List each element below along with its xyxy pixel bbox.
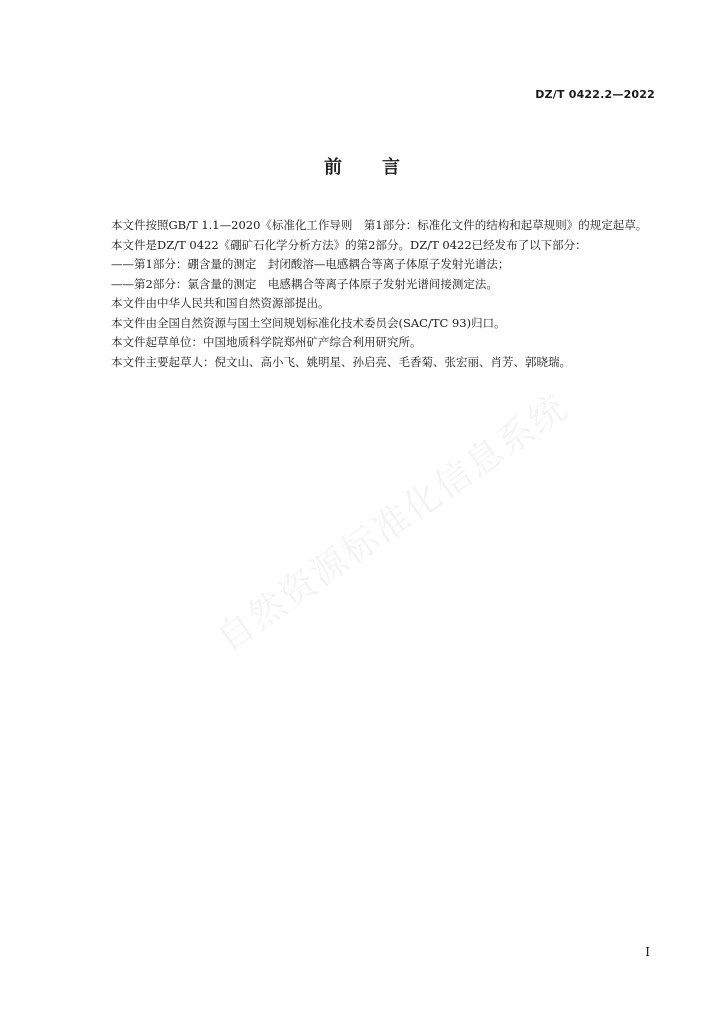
page-title: 前言: [324, 157, 440, 178]
document-code: DZ/T 0422.2—2022: [535, 88, 655, 101]
paragraph-drafters: 本文件主要起草人：倪文山、高小飞、姚明星、孙启亮、毛香菊、张宏丽、肖芳、郭晓瑞。: [111, 354, 571, 369]
paragraph-drafting-organization: 本文件起草单位：中国地质科学院郑州矿产综合利用研究所。: [111, 335, 422, 349]
list-item-part-1: ——第1部分：硼含量的测定 封闭酸溶—电感耦合等离子体原子发射光谱法；: [111, 257, 510, 271]
paragraph-series-part: 本文件是DZ/T 0422《硼矿石化学分析方法》的第2部分。DZ/T 0422已经发布了以下部分：: [111, 237, 587, 252]
paragraph-proposed-by: 本文件由中华人民共和国自然资源部提出。: [111, 296, 330, 310]
watermark: 自然资源标准化信息系统: [209, 386, 576, 661]
paragraph-drafting-rules: 本文件按照GB/T 1.1—2020《标准化工作导则 第1部分：标准化文件的结构和起草规则》的规定起草。: [111, 218, 648, 232]
page-number: I: [645, 945, 650, 959]
list-item-part-2: ——第2部分：氯含量的测定 电感耦合等离子体原子发射光谱间接测定法。: [111, 276, 498, 291]
paragraph-administered-by: 本文件由全国自然资源与国土空间规划标准化技术委员会(SAC/TC 93)归口。: [111, 315, 506, 330]
foreword-body: [88, 216, 663, 372]
